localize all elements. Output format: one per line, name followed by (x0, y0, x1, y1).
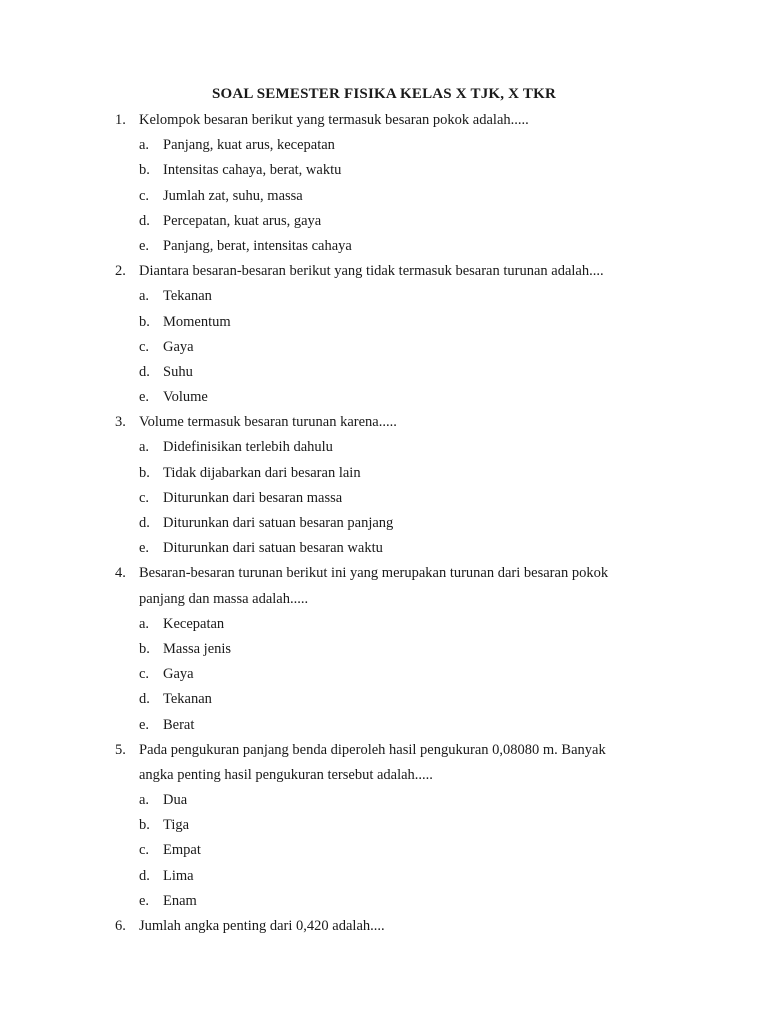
option-a (0, 133, 768, 158)
question-number: 2. (115, 263, 126, 280)
option-text: Diturunkan dari satuan besaran panjang (163, 515, 394, 531)
option-letter: b. (139, 464, 150, 481)
document-title: SOAL SEMESTER FISIKA KELAS X TJK, X TKR (211, 86, 557, 102)
option-a (0, 435, 768, 460)
option-letter: d. (139, 363, 150, 380)
question-list (0, 108, 768, 939)
question-text: Besaran-besaran turunan berikut ini yang merupakan turunan dari besaran pokok (139, 565, 609, 582)
option-text: Volume (163, 389, 208, 406)
question-5 (0, 738, 768, 914)
option-text: Percepatan, kuat arus, gaya (163, 212, 322, 229)
question-1 (0, 108, 768, 259)
option-d (0, 687, 768, 712)
option-letter: e. (139, 237, 150, 254)
option-text: Diturunkan dari besaran massa (163, 489, 343, 506)
option-a (0, 284, 768, 309)
option-text: Lima (163, 867, 194, 884)
option-e (0, 889, 768, 914)
option-e (0, 536, 768, 561)
option-text: Panjang, kuat arus, kecepatan (163, 137, 335, 154)
question-text: Volume termasuk besaran turunan karena..... (139, 414, 397, 431)
option-text: Gaya (163, 338, 194, 355)
option-list (0, 133, 768, 259)
option-b (0, 461, 768, 486)
question-number: 6. (115, 918, 126, 934)
question-text: panjang dan massa adalah..... (139, 590, 309, 607)
option-text: Momentum (163, 313, 231, 330)
option-letter: c. (139, 489, 150, 506)
option-text: Enam (163, 892, 197, 909)
option-d (0, 864, 768, 889)
question-line-continued (0, 587, 768, 612)
option-list (0, 612, 768, 738)
question-number: 1. (115, 112, 126, 128)
option-letter: a. (139, 137, 150, 154)
question-line (0, 914, 768, 939)
option-text: Suhu (163, 363, 193, 380)
option-text: Empat (163, 842, 201, 859)
option-letter: a. (139, 615, 150, 632)
option-letter: e. (139, 389, 150, 406)
option-text: Massa jenis (163, 640, 232, 657)
option-c (0, 184, 768, 209)
question-text: angka penting hasil pengukuran tersebut adalah..... (139, 766, 433, 783)
option-b (0, 637, 768, 662)
option-text: Gaya (163, 666, 194, 683)
option-letter: b. (139, 640, 150, 657)
option-text: Jumlah zat, suhu, massa (163, 187, 303, 204)
option-c (0, 335, 768, 360)
option-letter: a. (139, 439, 150, 456)
option-list (0, 435, 768, 561)
option-text: Tekanan (163, 288, 212, 305)
option-text: Tiga (163, 817, 190, 834)
option-letter: c. (139, 842, 150, 859)
question-line (0, 259, 768, 284)
question-2 (0, 259, 768, 410)
option-c (0, 486, 768, 511)
option-list (0, 284, 768, 410)
question-4 (0, 561, 768, 737)
option-c (0, 662, 768, 687)
option-letter: c. (139, 187, 150, 204)
option-b (0, 158, 768, 183)
question-line (0, 738, 768, 763)
option-b (0, 813, 768, 838)
option-a (0, 788, 768, 813)
option-d (0, 511, 768, 536)
option-letter: a. (139, 288, 150, 305)
question-line (0, 108, 768, 133)
option-c (0, 838, 768, 863)
question-number: 3. (115, 414, 126, 431)
option-a (0, 612, 768, 637)
option-text: Tekanan (163, 691, 212, 708)
option-letter: b. (139, 162, 150, 179)
question-line (0, 561, 768, 586)
question-text: Pada pengukuran panjang benda diperoleh hasil pengukuran 0,08080 m. Banyak (139, 741, 606, 758)
option-letter: d. (139, 867, 150, 884)
question-line-continued (0, 763, 768, 788)
option-text: Berat (163, 716, 195, 733)
option-text: Diturunkan dari satuan besaran waktu (163, 540, 383, 557)
option-letter: c. (139, 338, 150, 355)
question-text: Kelompok besaran berikut yang termasuk besaran pokok adalah..... (139, 112, 529, 128)
option-d (0, 209, 768, 234)
option-letter: d. (139, 691, 150, 708)
option-letter: d. (139, 212, 150, 229)
option-text: Kecepatan (163, 615, 225, 632)
question-text: Jumlah angka penting dari 0,420 adalah.... (139, 918, 385, 934)
option-text: Dua (163, 792, 188, 809)
question-6 (0, 914, 768, 939)
option-letter: c. (139, 666, 150, 683)
option-letter: d. (139, 515, 150, 531)
option-letter: e. (139, 892, 150, 909)
option-d (0, 360, 768, 385)
question-number: 5. (115, 741, 126, 758)
option-letter: e. (139, 540, 150, 557)
option-letter: a. (139, 792, 150, 809)
option-text: Tidak dijabarkan dari besaran lain (163, 464, 361, 481)
option-text: Panjang, berat, intensitas cahaya (163, 237, 352, 254)
option-e (0, 713, 768, 738)
option-letter: e. (139, 716, 150, 733)
question-number: 4. (115, 565, 126, 582)
option-letter: b. (139, 313, 150, 330)
option-e (0, 234, 768, 259)
option-letter: b. (139, 817, 150, 834)
option-b (0, 310, 768, 335)
option-text: Intensitas cahaya, berat, waktu (163, 162, 342, 179)
option-list (0, 788, 768, 914)
option-text: Didefinisikan terlebih dahulu (163, 439, 333, 456)
option-e (0, 385, 768, 410)
question-3 (0, 410, 768, 561)
question-line (0, 410, 768, 435)
question-text: Diantara besaran-besaran berikut yang tidak termasuk besaran turunan adalah.... (139, 263, 604, 280)
